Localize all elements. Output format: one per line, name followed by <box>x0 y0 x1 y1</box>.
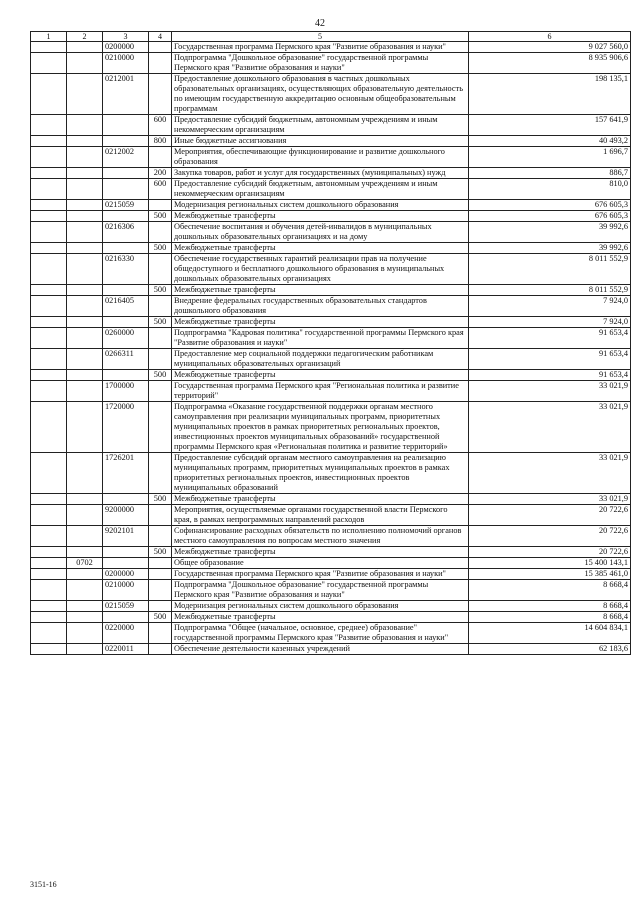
expense-type-cell: 500 <box>149 370 172 381</box>
amount-cell: 198 135,1 <box>469 74 631 115</box>
section-code-cell <box>31 328 67 349</box>
expense-type-cell <box>149 74 172 115</box>
target-article-cell <box>103 370 149 381</box>
target-article-cell: 0200000 <box>103 42 149 53</box>
expense-type-cell <box>149 42 172 53</box>
amount-cell: 8 668,4 <box>469 580 631 601</box>
description-cell: Обеспечение государственных гарантий реализации прав на получение общедоступного и бесплатного дошкольного образования в муниципальных дошкольных образовательных организациях <box>172 254 469 285</box>
amount-cell: 33 021,9 <box>469 402 631 453</box>
amount-cell: 7 924,0 <box>469 317 631 328</box>
section-code-cell <box>31 558 67 569</box>
description-cell: Общее образование <box>172 558 469 569</box>
target-article-cell: 9200000 <box>103 505 149 526</box>
subsection-code-cell <box>67 580 103 601</box>
target-article-cell <box>103 168 149 179</box>
section-code-cell <box>31 317 67 328</box>
section-code-cell <box>31 494 67 505</box>
target-article-cell: 0212001 <box>103 74 149 115</box>
target-article-cell: 0210000 <box>103 53 149 74</box>
subsection-code-cell: 0702 <box>67 558 103 569</box>
target-article-cell: 0216405 <box>103 296 149 317</box>
description-cell: Межбюджетные трансферты <box>172 494 469 505</box>
section-code-cell <box>31 623 67 644</box>
subsection-code-cell <box>67 349 103 370</box>
table-row <box>31 494 631 505</box>
table-row <box>31 296 631 317</box>
expense-type-cell <box>149 402 172 453</box>
target-article-cell <box>103 179 149 200</box>
section-code-cell <box>31 569 67 580</box>
expense-type-cell <box>149 222 172 243</box>
expense-type-cell <box>149 644 172 655</box>
target-article-cell <box>103 136 149 147</box>
table-row <box>31 42 631 53</box>
section-code-cell <box>31 53 67 74</box>
amount-cell: 886,7 <box>469 168 631 179</box>
table-row <box>31 254 631 285</box>
description-cell: Обеспечение воспитания и обучения детей-инвалидов в муниципальных дошкольных образовательных организациях и на дому <box>172 222 469 243</box>
column-header-2: 2 <box>67 32 103 42</box>
table-row <box>31 381 631 402</box>
expense-type-cell <box>149 505 172 526</box>
subsection-code-cell <box>67 115 103 136</box>
section-code-cell <box>31 243 67 254</box>
expense-type-cell: 600 <box>149 115 172 136</box>
expense-type-cell: 500 <box>149 211 172 222</box>
table-row <box>31 526 631 547</box>
target-article-cell <box>103 494 149 505</box>
amount-cell: 8 011 552,9 <box>469 254 631 285</box>
description-cell: Межбюджетные трансферты <box>172 243 469 254</box>
table-row <box>31 612 631 623</box>
amount-cell: 7 924,0 <box>469 296 631 317</box>
amount-cell: 9 027 560,0 <box>469 42 631 53</box>
amount-cell: 676 605,3 <box>469 200 631 211</box>
description-cell: Межбюджетные трансферты <box>172 211 469 222</box>
table-row <box>31 328 631 349</box>
expense-type-cell <box>149 623 172 644</box>
expense-type-cell: 500 <box>149 285 172 296</box>
amount-cell: 33 021,9 <box>469 494 631 505</box>
amount-cell: 62 183,6 <box>469 644 631 655</box>
budget-table <box>30 31 631 655</box>
target-article-cell: 0210000 <box>103 580 149 601</box>
section-code-cell <box>31 601 67 612</box>
subsection-code-cell <box>67 254 103 285</box>
subsection-code-cell <box>67 222 103 243</box>
description-cell: Государственная программа Пермского края "Региональная политика и развитие территорий" <box>172 381 469 402</box>
table-row <box>31 370 631 381</box>
subsection-code-cell <box>67 612 103 623</box>
target-article-cell: 0212002 <box>103 147 149 168</box>
section-code-cell <box>31 115 67 136</box>
expense-type-cell <box>149 349 172 370</box>
subsection-code-cell <box>67 179 103 200</box>
section-code-cell <box>31 285 67 296</box>
section-code-cell <box>31 179 67 200</box>
description-cell: Межбюджетные трансферты <box>172 547 469 558</box>
amount-cell: 20 722,6 <box>469 505 631 526</box>
expense-type-cell <box>149 558 172 569</box>
section-code-cell <box>31 211 67 222</box>
target-article-cell <box>103 558 149 569</box>
table-row <box>31 317 631 328</box>
expense-type-cell <box>149 200 172 211</box>
table-row <box>31 569 631 580</box>
column-header-3: 3 <box>103 32 149 42</box>
expense-type-cell: 500 <box>149 547 172 558</box>
table-row <box>31 53 631 74</box>
subsection-code-cell <box>67 623 103 644</box>
subsection-code-cell <box>67 42 103 53</box>
table-row <box>31 115 631 136</box>
description-cell: Межбюджетные трансферты <box>172 317 469 328</box>
table-row <box>31 623 631 644</box>
amount-cell: 20 722,6 <box>469 526 631 547</box>
page-number: 42 <box>315 18 325 29</box>
subsection-code-cell <box>67 328 103 349</box>
amount-cell: 8 011 552,9 <box>469 285 631 296</box>
amount-cell: 810,0 <box>469 179 631 200</box>
subsection-code-cell <box>67 147 103 168</box>
table-row <box>31 222 631 243</box>
target-article-cell: 0200000 <box>103 569 149 580</box>
table-body <box>31 42 631 655</box>
table-row <box>31 136 631 147</box>
subsection-code-cell <box>67 505 103 526</box>
amount-cell: 20 722,6 <box>469 547 631 558</box>
target-article-cell: 0220000 <box>103 623 149 644</box>
description-cell: Модернизация региональных систем дошкольного образования <box>172 601 469 612</box>
target-article-cell: 0266311 <box>103 349 149 370</box>
description-cell: Подпрограмма "Общее (начальное, основное, среднее) образование" государственной программы Пермского края "Развитие образования и науки" <box>172 623 469 644</box>
amount-cell: 91 653,4 <box>469 328 631 349</box>
table-row <box>31 644 631 655</box>
target-article-cell: 9202101 <box>103 526 149 547</box>
description-cell: Подпрограмма "Кадровая политика" государственной программы Пермского края "Развитие образования и науки" <box>172 328 469 349</box>
target-article-cell: 1726201 <box>103 453 149 494</box>
amount-cell: 91 653,4 <box>469 349 631 370</box>
expense-type-cell: 500 <box>149 317 172 328</box>
description-cell: Софинансирование расходных обязательств по исполнению полномочий органов местного самоуправления по вопросам местного значения <box>172 526 469 547</box>
description-cell: Государственная программа Пермского края "Развитие образования и науки" <box>172 569 469 580</box>
description-cell: Межбюджетные трансферты <box>172 285 469 296</box>
table-row <box>31 505 631 526</box>
description-cell: Межбюджетные трансферты <box>172 612 469 623</box>
section-code-cell <box>31 526 67 547</box>
target-article-cell: 0260000 <box>103 328 149 349</box>
amount-cell: 8 935 906,6 <box>469 53 631 74</box>
section-code-cell <box>31 453 67 494</box>
expense-type-cell <box>149 296 172 317</box>
amount-cell: 15 385 461,0 <box>469 569 631 580</box>
subsection-code-cell <box>67 494 103 505</box>
section-code-cell <box>31 402 67 453</box>
amount-cell: 157 641,9 <box>469 115 631 136</box>
expense-type-cell <box>149 601 172 612</box>
section-code-cell <box>31 200 67 211</box>
table-row <box>31 168 631 179</box>
section-code-cell <box>31 644 67 655</box>
table-row <box>31 243 631 254</box>
subsection-code-cell <box>67 402 103 453</box>
amount-cell: 91 653,4 <box>469 370 631 381</box>
subsection-code-cell <box>67 601 103 612</box>
amount-cell: 8 668,4 <box>469 612 631 623</box>
subsection-code-cell <box>67 453 103 494</box>
section-code-cell <box>31 370 67 381</box>
amount-cell: 33 021,9 <box>469 453 631 494</box>
table-row <box>31 211 631 222</box>
amount-cell: 15 400 143,1 <box>469 558 631 569</box>
amount-cell: 39 992,6 <box>469 243 631 254</box>
target-article-cell: 0216306 <box>103 222 149 243</box>
table-row <box>31 349 631 370</box>
section-code-cell <box>31 222 67 243</box>
table-row <box>31 547 631 558</box>
subsection-code-cell <box>67 526 103 547</box>
subsection-code-cell <box>67 211 103 222</box>
section-code-cell <box>31 580 67 601</box>
description-cell: Закупка товаров, работ и услуг для государственных (муниципальных) нужд <box>172 168 469 179</box>
section-code-cell <box>31 168 67 179</box>
section-code-cell <box>31 296 67 317</box>
subsection-code-cell <box>67 285 103 296</box>
expense-type-cell: 500 <box>149 494 172 505</box>
section-code-cell <box>31 381 67 402</box>
section-code-cell <box>31 254 67 285</box>
subsection-code-cell <box>67 317 103 328</box>
expense-type-cell <box>149 147 172 168</box>
expense-type-cell <box>149 381 172 402</box>
column-header-4: 4 <box>149 32 172 42</box>
expense-type-cell: 200 <box>149 168 172 179</box>
table-row <box>31 74 631 115</box>
subsection-code-cell <box>67 136 103 147</box>
table-row <box>31 285 631 296</box>
target-article-cell <box>103 243 149 254</box>
column-header-6: 6 <box>469 32 631 42</box>
amount-cell: 40 493,2 <box>469 136 631 147</box>
expense-type-cell: 800 <box>149 136 172 147</box>
target-article-cell: 0220011 <box>103 644 149 655</box>
target-article-cell <box>103 547 149 558</box>
expense-type-cell <box>149 580 172 601</box>
description-cell: Мероприятия, осуществляемые органами государственной власти Пермского края, в рамках непрограммных направлений расходов <box>172 505 469 526</box>
expense-type-cell <box>149 254 172 285</box>
table-row <box>31 558 631 569</box>
column-header-5: 5 <box>172 32 469 42</box>
subsection-code-cell <box>67 243 103 254</box>
target-article-cell <box>103 285 149 296</box>
description-cell: Предоставление субсидий бюджетным, автономным учреждениям и иным некоммерческим организациям <box>172 179 469 200</box>
target-article-cell: 0216330 <box>103 254 149 285</box>
description-cell: Обеспечение деятельности казенных учреждений <box>172 644 469 655</box>
expense-type-cell <box>149 328 172 349</box>
description-cell: Межбюджетные трансферты <box>172 370 469 381</box>
description-cell: Модернизация региональных систем дошкольного образования <box>172 200 469 211</box>
table-row <box>31 601 631 612</box>
description-cell: Предоставление мер социальной поддержки педагогическим работникам муниципальных образовательных организаций <box>172 349 469 370</box>
subsection-code-cell <box>67 547 103 558</box>
description-cell: Внедрение федеральных государственных образовательных стандартов дошкольного образования <box>172 296 469 317</box>
table-row <box>31 402 631 453</box>
description-cell: Подпрограмма "Дошкольное образование" государственной программы Пермского края "Развитие образования и науки" <box>172 53 469 74</box>
table-row <box>31 179 631 200</box>
target-article-cell: 0215059 <box>103 601 149 612</box>
target-article-cell: 1720000 <box>103 402 149 453</box>
subsection-code-cell <box>67 644 103 655</box>
expense-type-cell: 600 <box>149 179 172 200</box>
subsection-code-cell <box>67 168 103 179</box>
subsection-code-cell <box>67 74 103 115</box>
table-row <box>31 147 631 168</box>
subsection-code-cell <box>67 569 103 580</box>
amount-cell: 33 021,9 <box>469 381 631 402</box>
section-code-cell <box>31 42 67 53</box>
section-code-cell <box>31 612 67 623</box>
description-cell: Предоставление дошкольного образования в частных дошкольных образовательных организациях, осуществляющих образовательную деятельность по имеющим государственную аккредитацию основным общеобразовательным программам <box>172 74 469 115</box>
section-code-cell <box>31 547 67 558</box>
subsection-code-cell <box>67 381 103 402</box>
expense-type-cell <box>149 526 172 547</box>
target-article-cell <box>103 115 149 136</box>
table-row <box>31 200 631 211</box>
expense-type-cell: 500 <box>149 243 172 254</box>
description-cell: Подпрограмма «Оказание государственной поддержки органам местного самоуправления при реализации муниципальных программ, приоритетных муниципальных проектов в рамках приоритетных региональных проектов, инвестиционных проектов муниципальных образований» государственной программы Пермского края «Региональная политика и развитие территорий» <box>172 402 469 453</box>
section-code-cell <box>31 349 67 370</box>
subsection-code-cell <box>67 296 103 317</box>
table-row <box>31 453 631 494</box>
section-code-cell <box>31 147 67 168</box>
footer-document-code: 3151-16 <box>30 880 57 889</box>
section-code-cell <box>31 136 67 147</box>
subsection-code-cell <box>67 200 103 211</box>
description-cell: Подпрограмма "Дошкольное образование" государственной программы Пермского края "Развитие образования и науки" <box>172 580 469 601</box>
description-cell: Предоставление субсидий бюджетным, автономным учреждениям и иным некоммерческим организациям <box>172 115 469 136</box>
target-article-cell <box>103 317 149 328</box>
description-cell: Иные бюджетные ассигнования <box>172 136 469 147</box>
target-article-cell: 0215059 <box>103 200 149 211</box>
table-header-row <box>31 32 631 42</box>
table-row <box>31 580 631 601</box>
amount-cell: 1 696,7 <box>469 147 631 168</box>
target-article-cell <box>103 211 149 222</box>
amount-cell: 676 605,3 <box>469 211 631 222</box>
expense-type-cell <box>149 453 172 494</box>
target-article-cell: 1700000 <box>103 381 149 402</box>
description-cell: Государственная программа Пермского края "Развитие образования и науки" <box>172 42 469 53</box>
subsection-code-cell <box>67 53 103 74</box>
section-code-cell <box>31 74 67 115</box>
expense-type-cell: 500 <box>149 612 172 623</box>
description-cell: Предоставление субсидий органам местного самоуправления на реализацию муниципальных программ, приоритетных муниципальных проектов в рамках приоритетных региональных проектов, инвестиционных проектов муниципальных образований <box>172 453 469 494</box>
amount-cell: 8 668,4 <box>469 601 631 612</box>
subsection-code-cell <box>67 370 103 381</box>
expense-type-cell <box>149 53 172 74</box>
amount-cell: 39 992,6 <box>469 222 631 243</box>
amount-cell: 14 604 834,1 <box>469 623 631 644</box>
description-cell: Мероприятия, обеспечивающие функционирование и развитие дошкольного образования <box>172 147 469 168</box>
expense-type-cell <box>149 569 172 580</box>
section-code-cell <box>31 505 67 526</box>
target-article-cell <box>103 612 149 623</box>
column-header-1: 1 <box>31 32 67 42</box>
